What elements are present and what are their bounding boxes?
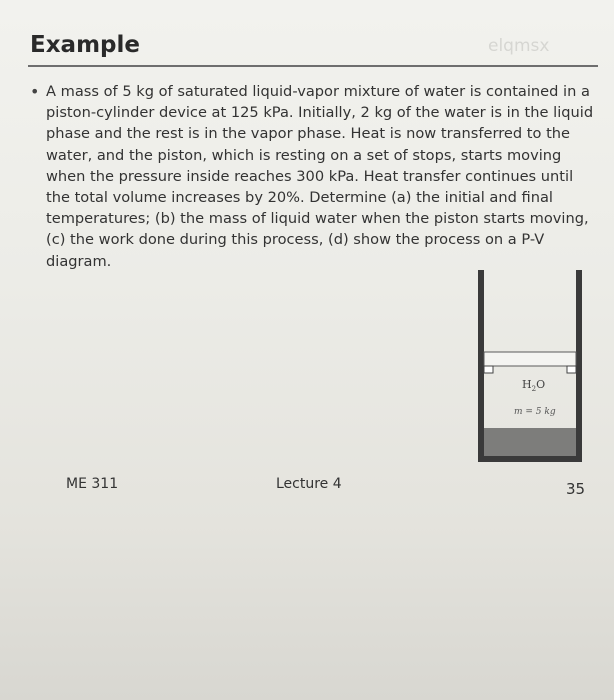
left-stop [484,366,493,373]
footer-course: ME 311 [66,476,119,492]
problem-statement: A mass of 5 kg of saturated liquid-vapor mixture of water is contained in a piston-cylinder device at 125 kPa. Initially, 2 kg of the water is in the liquid phase and the rest is in the vapor phase. Heat is now transferred to the water, and the piston, which is resting on a set of stops, starts moving when the pressure inside reaches 300 kPa. Heat transfer continues until the total volume increases by 20%. Determine (a) the initial and final temperatures; (b) the mass of liquid water when the piston starts moving, (c) the work done during this process, (d) show the process on a P-V diagram. [46,83,594,270]
right-stop [567,366,576,373]
substance-label: $H_2O$ [522,378,546,393]
cylinder-left-wall [478,270,484,460]
cylinder-bottom [478,456,582,462]
footer-page-number: 35 [566,480,586,498]
piston [484,352,576,366]
footer-lecture: Lecture 4 [276,476,342,492]
cylinder-right-wall [576,270,582,460]
slide-title: Example [30,32,140,58]
faded-watermark-text: elqmsx [488,36,550,56]
liquid-water [484,428,576,456]
piston-cylinder-diagram [470,266,600,466]
bullet-icon: • [30,82,40,101]
title-divider [28,65,598,67]
mass-label: m = 5 kg [514,407,556,417]
